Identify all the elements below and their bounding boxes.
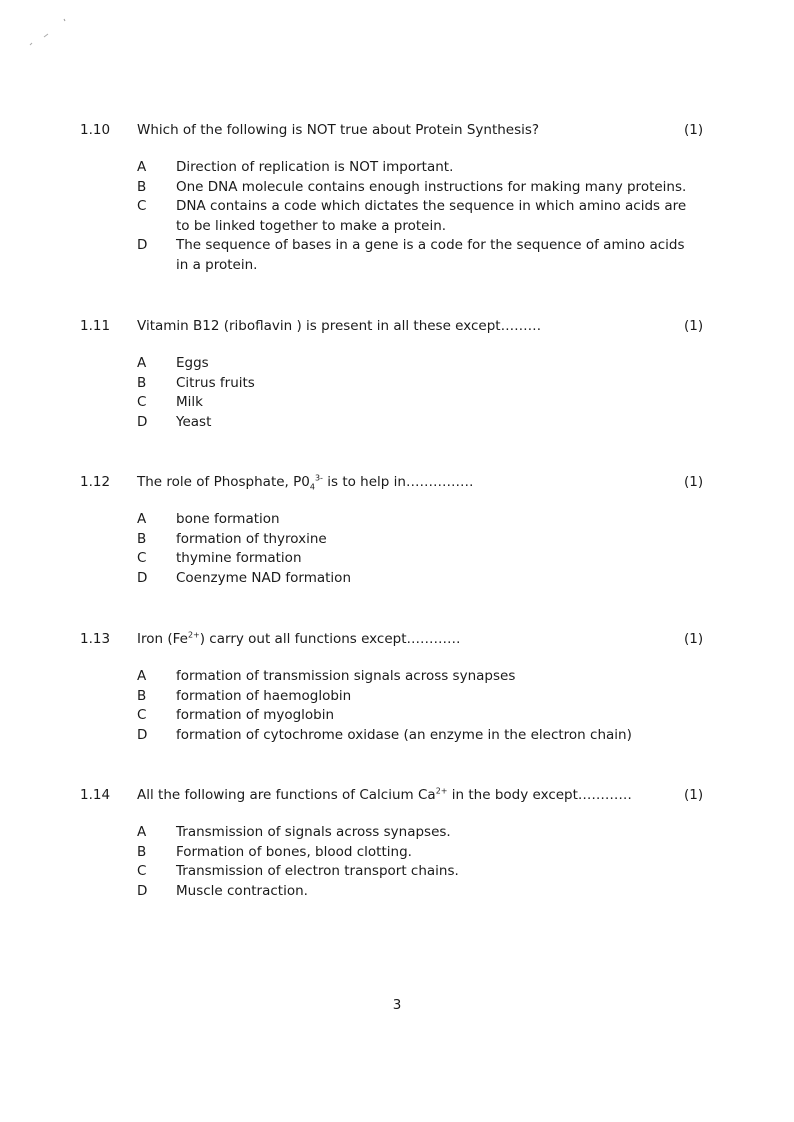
option-letter: C xyxy=(137,707,147,723)
question-number: 1.11 xyxy=(80,318,111,334)
answer-options xyxy=(0,354,794,432)
question-number: 1.12 xyxy=(80,474,111,490)
question-text-part: The role of Phosphate, P0 xyxy=(137,474,310,490)
question-text xyxy=(137,785,632,805)
question-text-part: All the following are functions of Calcium Ca xyxy=(137,787,436,803)
superscript: 2+ xyxy=(187,630,200,640)
answer-option xyxy=(0,178,794,198)
question-text xyxy=(137,472,473,492)
question-1-14 xyxy=(0,785,794,901)
option-text: thymine formation xyxy=(176,550,302,566)
option-letter: D xyxy=(137,726,148,743)
answer-option xyxy=(0,393,794,413)
option-letter: A xyxy=(137,824,147,840)
option-text: Formation of bones, blood clotting. xyxy=(176,843,412,860)
option-letter: A xyxy=(137,355,147,371)
option-text: One DNA molecule contains enough instructions for making many proteins. xyxy=(176,178,687,195)
question-text: Which of the following is NOT true about Protein Synthesis? xyxy=(137,122,540,138)
question-marks: (1) xyxy=(684,122,704,138)
option-text: Direction of replication is NOT important. xyxy=(176,159,454,175)
option-letter: D xyxy=(137,413,148,430)
question-number: 1.14 xyxy=(80,787,111,803)
option-letter: D xyxy=(137,237,148,253)
answer-options xyxy=(0,158,794,275)
question-text-part: in the body except………… xyxy=(447,787,632,803)
scan-artifact-marks xyxy=(22,15,72,55)
answer-option xyxy=(0,197,794,236)
answer-option xyxy=(0,726,794,746)
answer-option xyxy=(0,843,794,863)
option-letter: A xyxy=(137,511,147,527)
answer-option xyxy=(0,354,794,374)
option-letter: A xyxy=(137,159,147,175)
option-text: formation of transmission signals across synapses xyxy=(176,668,516,684)
answer-option xyxy=(0,687,794,707)
option-text: formation of myoglobin xyxy=(176,707,335,723)
question-text-part: Iron (Fe xyxy=(137,631,188,647)
question-text-part: is to help in…………… xyxy=(322,474,474,490)
answer-option xyxy=(0,882,794,902)
question-number: 1.13 xyxy=(80,631,111,647)
option-letter: B xyxy=(137,530,147,547)
page-number: 3 xyxy=(392,997,402,1013)
option-letter: C xyxy=(137,198,147,214)
option-letter: C xyxy=(137,550,147,566)
superscript: 3- xyxy=(314,473,323,483)
option-text: The sequence of bases in a gene is a code for the sequence of amino acids in a protein. xyxy=(176,237,685,273)
answer-option xyxy=(0,530,794,550)
answer-option xyxy=(0,549,794,569)
option-text: Coenzyme NAD formation xyxy=(176,569,351,586)
question-number: 1.10 xyxy=(80,122,111,138)
superscript: 2+ xyxy=(435,786,448,796)
subscript: 4 xyxy=(309,482,315,492)
option-letter: A xyxy=(137,668,147,684)
option-text: Milk xyxy=(176,394,203,410)
answer-options xyxy=(0,667,794,745)
option-text: Transmission of signals across synapses. xyxy=(176,824,451,840)
option-letter: B xyxy=(137,843,147,860)
option-text: formation of haemoglobin xyxy=(176,687,352,704)
question-text: Vitamin B12 (riboflavin ) is present in all these except……… xyxy=(137,318,542,334)
answer-option xyxy=(0,823,794,843)
option-letter: C xyxy=(137,394,147,410)
question-marks: (1) xyxy=(684,474,704,490)
question-marks: (1) xyxy=(684,787,704,803)
option-text: formation of thyroxine xyxy=(176,530,327,547)
question-text-part: ) carry out all functions except………… xyxy=(199,631,461,647)
option-text: Citrus fruits xyxy=(176,374,255,391)
answer-option xyxy=(0,510,794,530)
option-text: Yeast xyxy=(176,413,212,430)
question-1-12 xyxy=(0,472,794,588)
answer-option xyxy=(0,569,794,589)
option-letter: C xyxy=(137,863,147,879)
answer-option xyxy=(0,374,794,394)
option-letter: D xyxy=(137,569,148,586)
option-text: Transmission of electron transport chains. xyxy=(176,863,459,879)
answer-option xyxy=(0,158,794,178)
question-1-10 xyxy=(0,120,794,275)
option-letter: D xyxy=(137,882,148,899)
question-marks: (1) xyxy=(684,631,704,647)
option-text: bone formation xyxy=(176,511,280,527)
option-letter: B xyxy=(137,374,147,391)
answer-option xyxy=(0,667,794,687)
option-text: Muscle contraction. xyxy=(176,882,308,899)
question-marks: (1) xyxy=(684,318,704,334)
question-1-11 xyxy=(0,316,794,432)
answer-options xyxy=(0,510,794,588)
option-letter: B xyxy=(137,178,147,195)
answer-option xyxy=(0,706,794,726)
question-text xyxy=(137,629,461,649)
answer-option xyxy=(0,862,794,882)
answer-options xyxy=(0,823,794,901)
question-1-13 xyxy=(0,629,794,745)
option-text: formation of cytochrome oxidase (an enzyme in the electron chain) xyxy=(176,726,632,743)
answer-option xyxy=(0,413,794,433)
option-text: Eggs xyxy=(176,355,209,371)
option-letter: B xyxy=(137,687,147,704)
answer-option xyxy=(0,236,794,275)
option-text: DNA contains a code which dictates the sequence in which amino acids are to be linked together to make a protein. xyxy=(176,198,687,234)
